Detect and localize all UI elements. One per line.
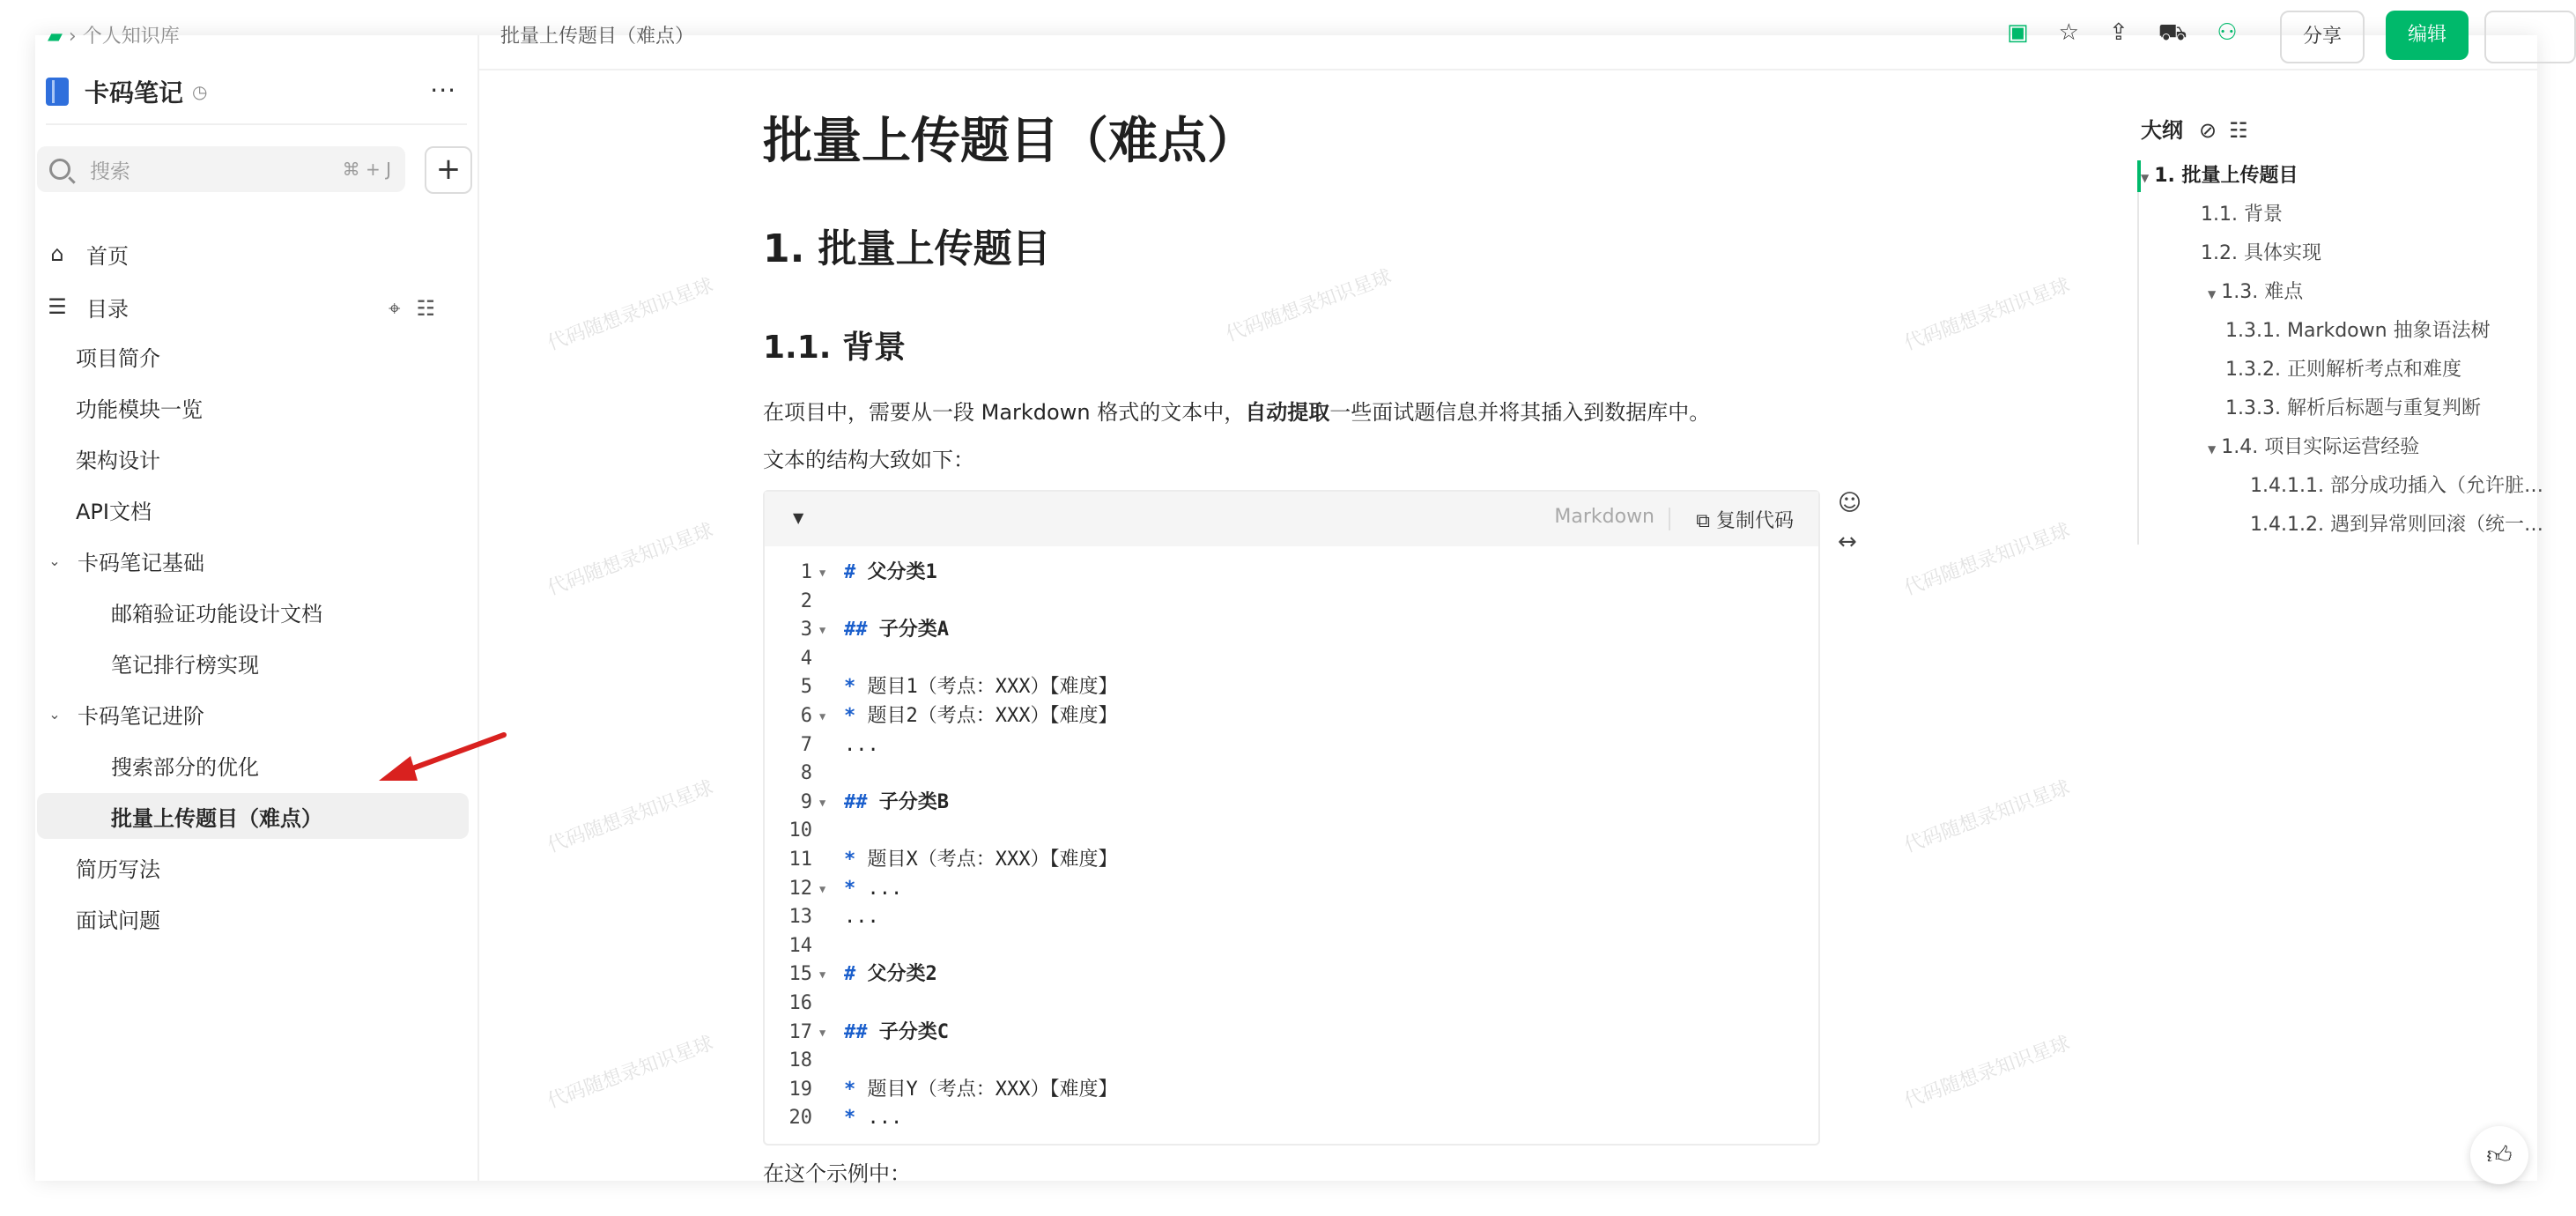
markdown-mark: *: [844, 704, 856, 727]
watermark-text: 代码随想录知识星球: [1901, 519, 2074, 600]
paragraph: 在这个示例中：: [763, 1161, 911, 1186]
markdown-mark: #: [844, 561, 856, 583]
watermark-text: 代码随想录知识星球: [1901, 1032, 2074, 1113]
line-number: 17: [788, 1020, 812, 1043]
line-number: 14: [788, 934, 812, 957]
outline-item-label: 1.4.1.1. 部分成功插入（允许脏…: [2250, 475, 2543, 497]
kb-leaf-icon: ▰: [48, 26, 63, 48]
line-number: 13: [788, 906, 812, 929]
line-number: 11: [788, 848, 812, 871]
watermark-text: 代码随想录知识星球: [1901, 776, 2074, 857]
star-icon[interactable]: ☆: [2058, 19, 2109, 46]
markdown-mark: ##: [844, 1020, 868, 1043]
fold-caret-icon[interactable]: ▼: [819, 709, 826, 723]
more-icon[interactable]: ···: [430, 76, 456, 105]
list-icon[interactable]: ☷: [416, 296, 451, 321]
line-number: 2: [800, 589, 812, 612]
code-content: 题目2（考点：XXX）【难度】: [855, 704, 1118, 727]
outline-item-label: 1.1. 背景: [2201, 204, 2283, 226]
line-number: 12: [788, 877, 812, 900]
sidebar-item-label: API文档: [76, 499, 152, 524]
outline-title: 大纲 ⊘☷: [2141, 118, 2261, 143]
watermark-text: 代码随想录知识星球: [544, 274, 717, 355]
code-content: 子分类C: [867, 1020, 949, 1043]
markdown-mark: *: [844, 1107, 856, 1130]
chevron-down-icon[interactable]: ⌄: [48, 552, 61, 569]
fold-caret-icon[interactable]: ▼: [819, 882, 826, 895]
markdown-mark: ##: [844, 619, 868, 641]
line-number: 18: [788, 1049, 812, 1072]
arrow-head: [379, 756, 418, 781]
watermark-text: 代码随想录知识星球: [544, 776, 717, 857]
user-icon[interactable]: ⚇: [2217, 19, 2268, 46]
arrow-shaft: [398, 735, 504, 774]
code-content: 父分类1: [855, 561, 937, 583]
sidebar-item-label: 搜索部分的优化: [111, 754, 259, 780]
markdown-mark: ##: [844, 790, 868, 813]
sidebar-item-label: 项目简介: [76, 345, 160, 371]
outline-item-label: 1.4. 项目实际运营经验: [2221, 436, 2420, 458]
outline-item-label: 1.3.3. 解析后标题与重复判断: [2225, 397, 2481, 419]
watermark-text: 代码随想录知识星球: [544, 519, 717, 600]
edit-button[interactable]: 编辑: [2386, 11, 2469, 60]
line-number: 20: [788, 1107, 812, 1130]
search-placeholder: 搜索: [90, 159, 130, 183]
watermark-text: 代码随想录知识星球: [1901, 274, 2074, 355]
home-icon: ⌂: [50, 241, 64, 266]
sidebar-item-label: 首页: [86, 243, 129, 269]
line-number: 16: [788, 991, 812, 1014]
line-number: 4: [800, 647, 812, 670]
globe-icon: ◷: [192, 81, 208, 102]
markdown-mark: *: [844, 676, 856, 699]
sidebar-item-label: 笔记排行榜实现: [111, 652, 259, 678]
outline-list-icon[interactable]: ☷: [2229, 118, 2261, 143]
line-number: 1: [800, 561, 812, 583]
sidebar-item-label: 简历写法: [76, 856, 160, 882]
page-title: 批量上传题目（难点）: [763, 113, 1256, 170]
chevron-down-icon[interactable]: ⌄: [48, 705, 61, 723]
fold-caret-icon[interactable]: ▼: [819, 1026, 826, 1039]
markdown-mark: *: [844, 1078, 856, 1101]
code-content: 题目Y（考点：XXX）【难度】: [855, 1078, 1118, 1101]
line-number: 15: [788, 963, 812, 986]
locate-icon[interactable]: ⌖: [388, 296, 417, 321]
code-content: 题目X（考点：XXX）【难度】: [855, 848, 1118, 871]
code-content: ...: [844, 906, 879, 929]
collab-icon[interactable]: ▣: [2007, 19, 2059, 46]
collapse-caret-icon[interactable]: ▼: [793, 509, 804, 526]
paragraph: 在项目中，需要从一段 Markdown 格式的文本中，自动提取一些面试题信息并将其插入到数据库中。: [763, 400, 1711, 425]
code-content: 子分类B: [867, 790, 949, 813]
knowledge-base-title: 卡码笔记: [85, 78, 184, 108]
fold-caret-icon[interactable]: ▼: [819, 624, 826, 637]
line-number: 5: [800, 676, 812, 699]
breadcrumb[interactable]: ▰ › 个人知识库: [48, 26, 180, 48]
doc-title-breadcrumb: 批量上传题目（难点）: [500, 26, 695, 48]
sidebar-item-label: 卡码笔记基础: [78, 550, 204, 575]
watermark-text: 代码随想录知识星球: [1223, 265, 1395, 346]
heading-2: 1.1. 背景: [763, 330, 906, 366]
markdown-mark: *: [844, 848, 856, 871]
comment-icon[interactable]: ☺: [1838, 490, 1862, 516]
chevron-down-icon[interactable]: ▼: [2141, 172, 2150, 184]
sidebar-item-label: 面试问题: [76, 908, 160, 933]
expand-width-icon[interactable]: ↔: [1838, 529, 1857, 555]
line-number: 19: [788, 1078, 812, 1101]
thumbs-up-icon: 👍︎: [2486, 1140, 2513, 1169]
tree-list-icon: ☰: [48, 294, 67, 319]
heading-1: 1. 批量上传题目: [763, 226, 1051, 271]
search-shortcut: ⌘ + J: [342, 159, 391, 180]
line-number: 7: [800, 733, 812, 756]
outline-item-label: 1.4.1.2. 遇到异常则回滚（统一…: [2250, 514, 2543, 536]
code-content: ...: [844, 733, 879, 756]
chevron-down-icon[interactable]: ▼: [2208, 288, 2217, 300]
line-number: 10: [788, 819, 812, 842]
line-number: 8: [800, 762, 812, 785]
hide-outline-icon[interactable]: ⊘: [2199, 118, 2230, 143]
chevron-down-icon[interactable]: ▼: [2208, 443, 2217, 456]
markdown-mark: #: [844, 963, 856, 986]
sidebar-item-label: 邮箱验证功能设计文档: [111, 601, 322, 627]
code-content: 子分类A: [867, 619, 949, 641]
watermark-text: 代码随想录知识星球: [544, 1032, 717, 1113]
fold-caret-icon[interactable]: ▼: [819, 567, 826, 579]
sidebar-item-label: 批量上传题目（难点）: [111, 805, 322, 831]
line-number: 3: [800, 619, 812, 641]
share-link-icon[interactable]: ⇪: [2108, 19, 2158, 46]
fold-caret-icon[interactable]: ▼: [819, 796, 826, 809]
copy-code-button[interactable]: ⧉ 复制代码: [1696, 510, 1794, 532]
paragraph: 文本的结构大致如下：: [763, 448, 974, 472]
outline-item-label: 1.3. 难点: [2221, 281, 2304, 303]
outline-item-label: 1.3.1. Markdown 抽象语法树: [2225, 320, 2491, 342]
sidebar-item-label: 架构设计: [76, 448, 160, 473]
outline-item-label: 1.2. 具体实现: [2201, 242, 2321, 264]
code-language[interactable]: Markdown: [1554, 506, 1654, 528]
code-content: ...: [855, 877, 903, 900]
sidebar-item-label: 目录: [86, 296, 129, 322]
add-button[interactable]: +: [425, 146, 472, 194]
code-content: 题目1（考点：XXX）【难度】: [855, 676, 1118, 699]
sidebar-item-label: 功能模块一览: [76, 397, 203, 422]
fold-caret-icon[interactable]: ▼: [819, 968, 826, 982]
line-number: 6: [800, 704, 812, 727]
cart-icon[interactable]: ⛟: [2158, 19, 2217, 46]
sidebar-item-label: 卡码笔记进阶: [78, 703, 204, 729]
bold-text: 自动提取: [1245, 400, 1330, 425]
line-number: 9: [800, 790, 812, 813]
copy-icon: ⧉: [1696, 510, 1710, 532]
share-button[interactable]: 分享: [2280, 11, 2365, 63]
outline-item-label: 1.3.2. 正则解析考点和难度: [2225, 359, 2461, 381]
code-content: 父分类2: [855, 963, 937, 986]
code-content: ...: [855, 1107, 903, 1130]
breadcrumb-label: 个人知识库: [82, 26, 180, 48]
markdown-mark: *: [844, 877, 856, 900]
outline-item-label: 1. 批量上传题目: [2154, 165, 2298, 187]
